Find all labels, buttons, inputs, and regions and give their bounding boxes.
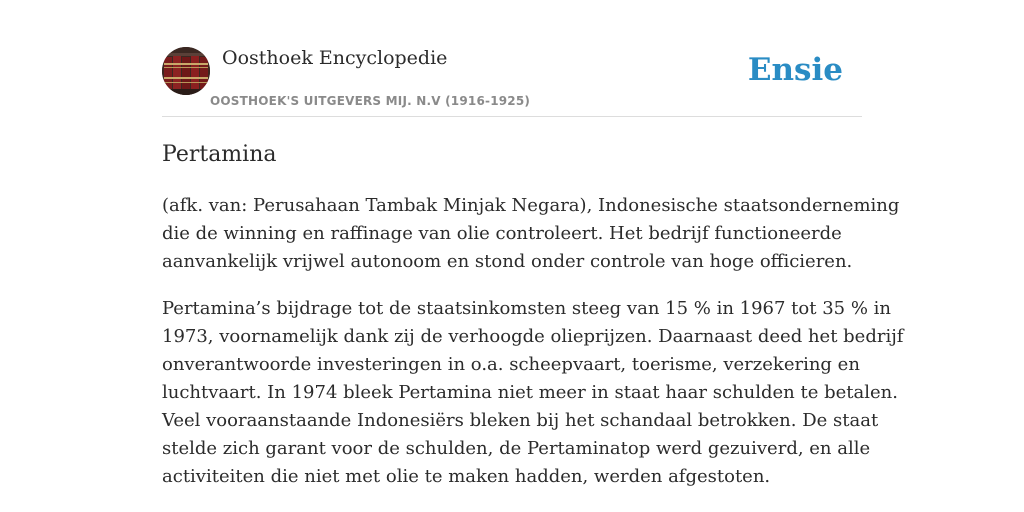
paragraph-line: (afk. van: Perusahaan Tambak Minjak Negara), Indonesische staatsonderneming (162, 195, 900, 216)
source-header (162, 46, 862, 117)
paragraph-line: luchtvaart. In 1974 bleek Pertamina niet meer in staat haar schulden te betalen. (162, 382, 898, 403)
paragraph-line: stelde zich garant voor de schulden, de Pertaminatop werd gezuiverd, en alle (162, 438, 871, 459)
paragraph-line: die de winning en raffinage van olie controleert. Het bedrijf functioneerde (162, 223, 842, 244)
source-subtitle: OOSTHOEK'S UITGEVERS MIJ. N.V (1916-1925) (210, 94, 531, 108)
article-paragraph (162, 295, 904, 491)
encyclopedia-books-icon[interactable] (162, 47, 210, 95)
paragraph-line: Veel vooraanstaande Indonesiërs bleken bij het schandaal betrokken. De staat (162, 410, 879, 431)
source-title[interactable]: Oosthoek Encyclopedie (222, 47, 448, 69)
article-body (162, 192, 904, 510)
paragraph-line: activiteiten die niet met olie te maken hadden, werden afgestoten. (162, 466, 771, 487)
article-paragraph (162, 192, 900, 276)
paragraph-line: Pertamina’s bijdrage tot de staatsinkomsten steeg van 15 % in 1967 tot 35 % in (162, 298, 892, 319)
ensie-logo[interactable]: Ensie (747, 52, 843, 88)
paragraph-line: aanvankelijk vrijwel autonoom en stond onder controle van hoge officieren. (162, 251, 853, 272)
paragraph-line: onverantwoorde investeringen in o.a. scheepvaart, toerisme, verzekering en (162, 354, 860, 375)
article-title: Pertamina (162, 142, 277, 167)
paragraph-line: 1973, voornamelijk dank zij de verhoogde olieprijzen. Daarnaast deed het bedrijf (162, 326, 904, 347)
